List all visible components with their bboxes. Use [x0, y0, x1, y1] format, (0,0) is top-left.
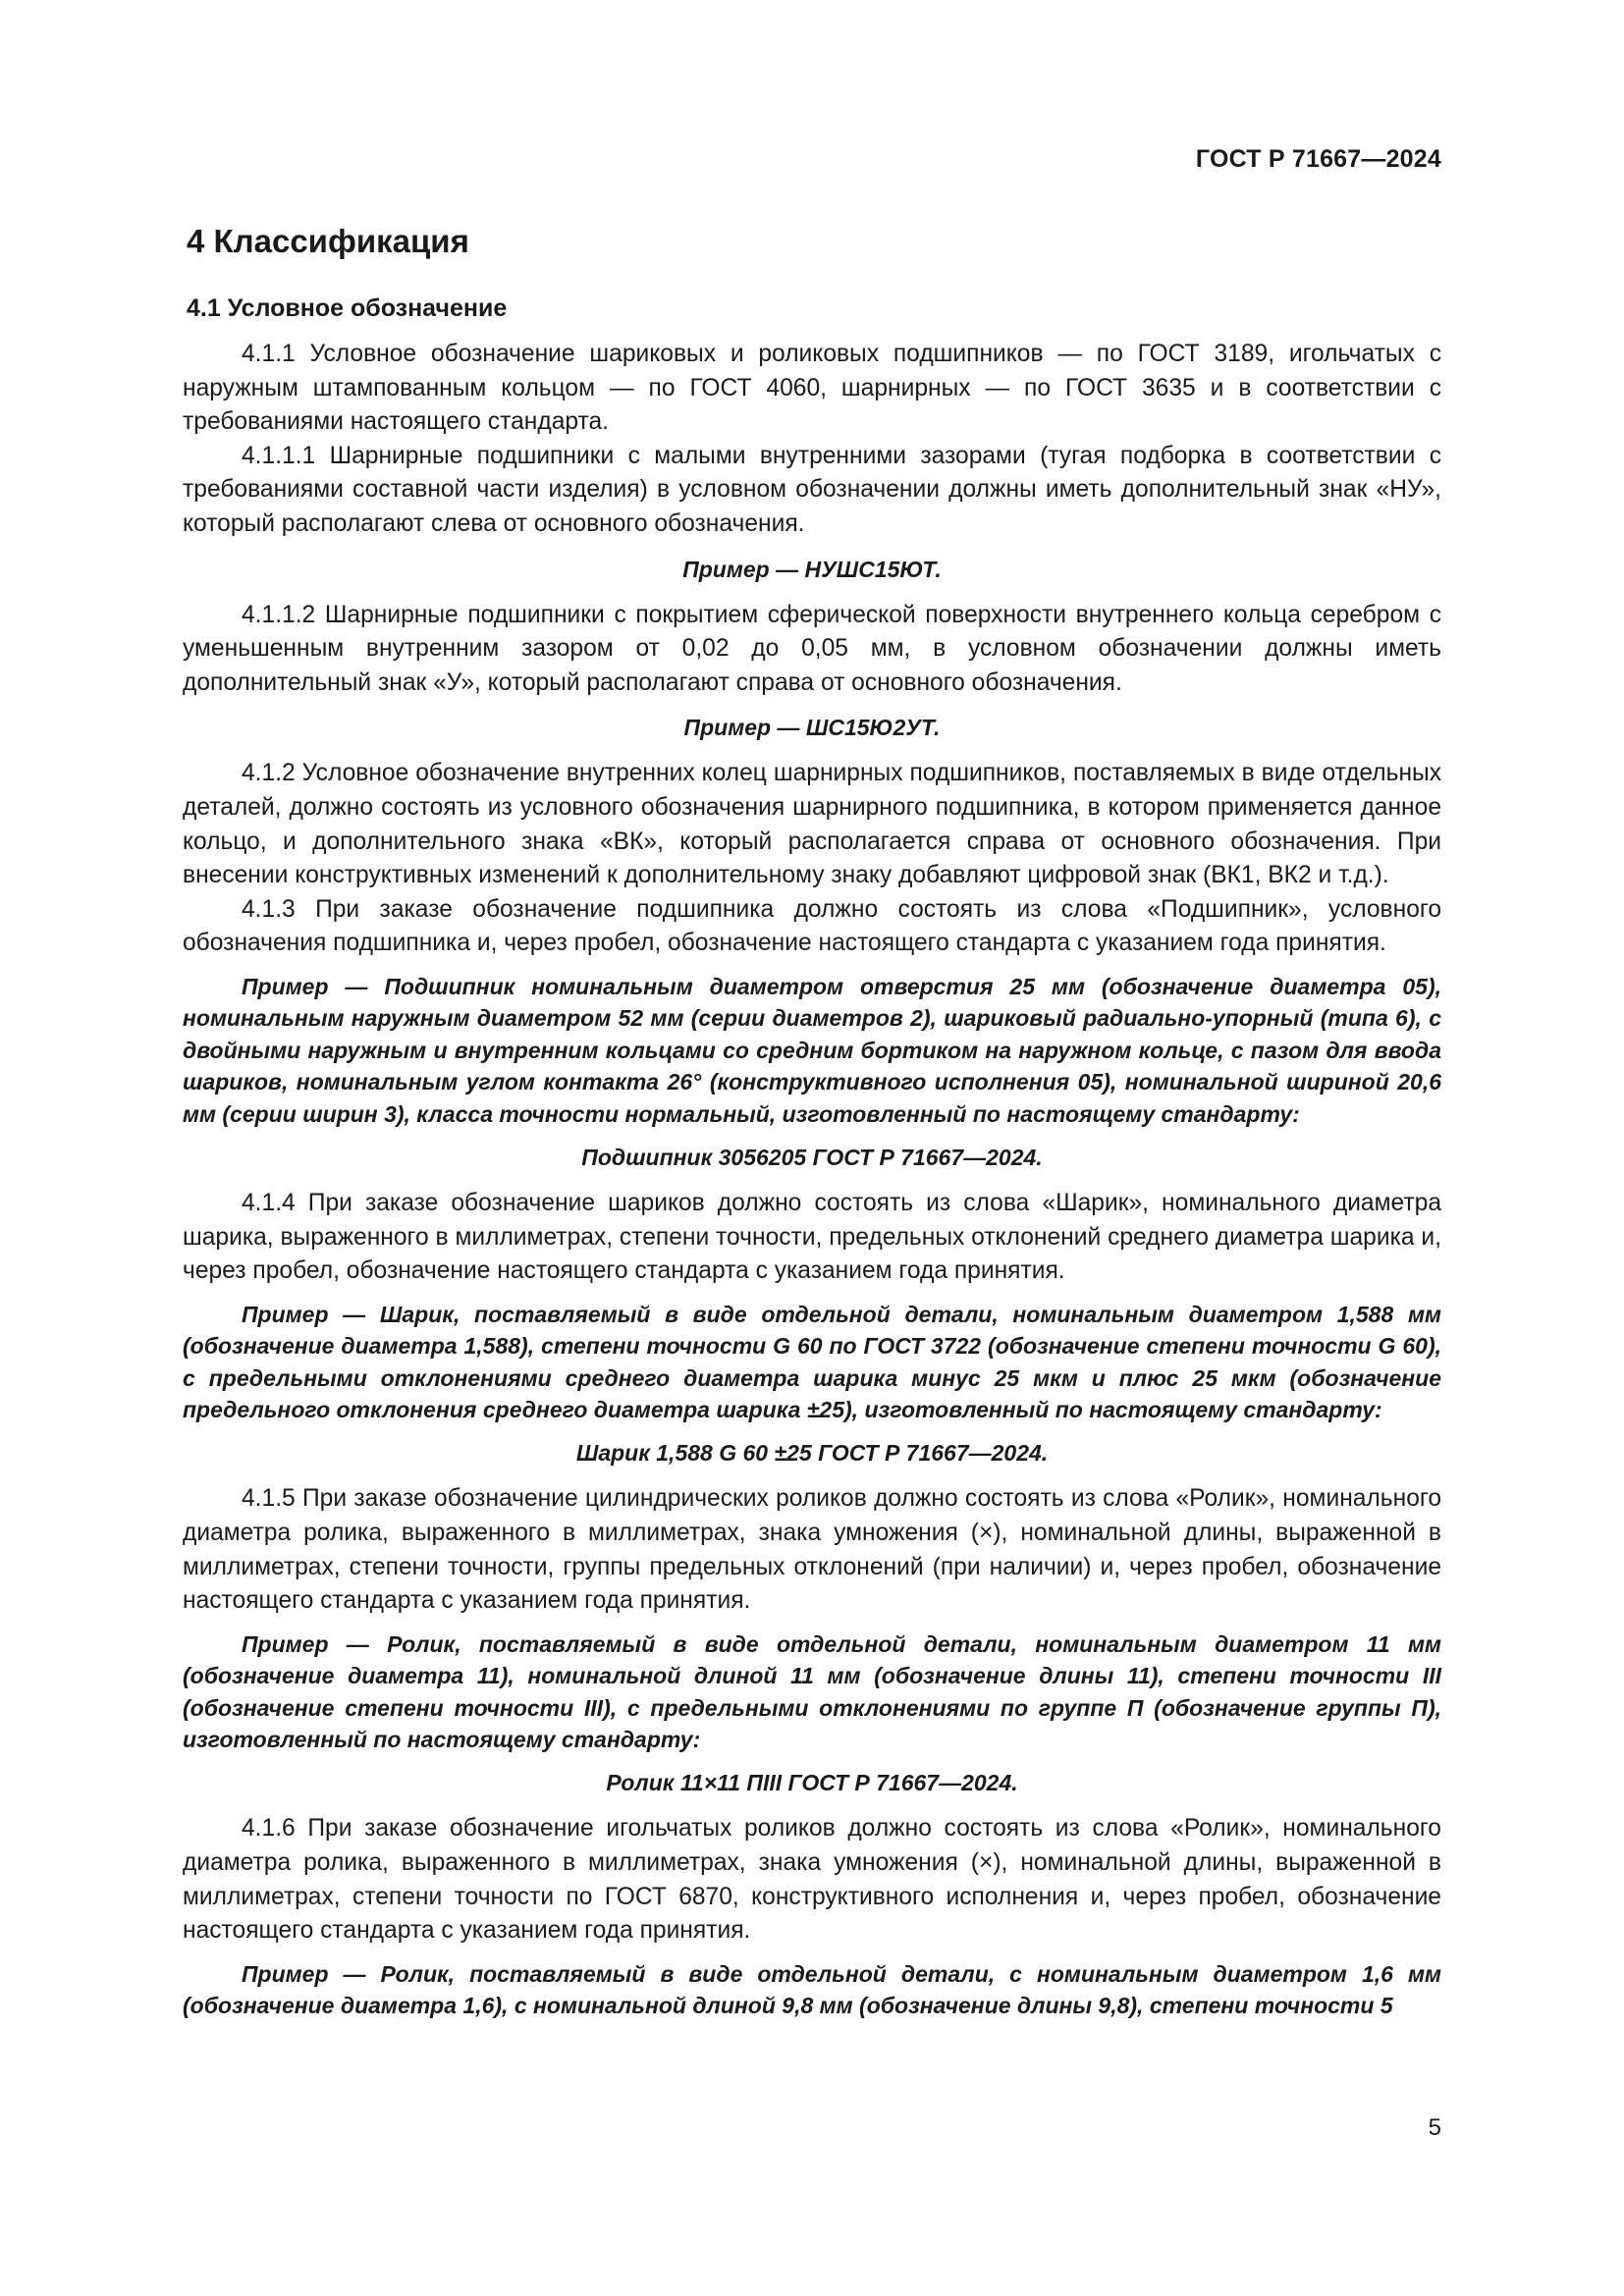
example-6-text: Пример — Ролик, поставляемый в виде отдельной детали, с номинальным диаметром 1,6 мм (обозначение диаметра 1,6), с номинальной длиной 9,8 мм (обозначение длины 9,8), степени точности 5	[183, 1960, 1441, 2019]
paragraph-4-1-6: 4.1.6 При заказе обозначение игольчатых роликов должно состоять из слова «Ролик», номинального диаметра ролика, выраженного в миллиметрах, знака умножения (×), номинальной длины, выраженной в миллиметрах, степени точности по ГОСТ 6870, конструктивного исполнения и, через пробел, обозначение настоящего стандарта с указанием года принятия.	[183, 1815, 1441, 1945]
example-4-designation: Шарик 1,588 G 60 ±25 ГОСТ Р 71667—2024.	[575, 1440, 1049, 1467]
paragraph-4-1-4: 4.1.4 При заказе обозначение шариков должно состоять из слова «Шарик», номинального диаметра шарика, выраженного в миллиметрах, степени точности, предельных отклонений среднего диаметра шарика и, через пробел, обозначение настоящего стандарта с указанием года принятия.	[183, 1189, 1441, 1285]
document-code-header: ГОСТ Р 71667—2024	[1195, 145, 1441, 173]
page-number: 5	[1428, 2114, 1441, 2141]
example-3-text: Пример — Подшипник номинальным диаметром отверстия 25 мм (обозначение диаметра 05), номинальным наружным диаметром 52 мм (серии диаметров 2), шариковый радиально-упорный (типа 6), с двойными наружным и внутренним кольцами со средним бортиком на наружном кольце, с пазом для ввода шариков, номинальным углом контакта 26° (конструктивного исполнения 05), номинальной шириной 20,6 мм (серии ширин 3), класса точности нормальный, изготовленный по настоящему стандарту:	[183, 973, 1441, 1127]
example-4-text: Пример — Шарик, поставляемый в виде отдельной детали, номинальным диаметром 1,588 мм (обозначение диаметра 1,588), степени точности G 60 по ГОСТ 3722 (обозначение степени точности G 60), с предельными отклонениями среднего диаметра шарика минус 25 мкм и плюс 25 мкм (обозначение предельного отклонения среднего диаметра шарика ±25), изготовленный по настоящему стандарту:	[183, 1301, 1441, 1422]
paragraph-4-1-3: 4.1.3 При заказе обозначение подшипника должно состоять из слова «Подшипник», условного обозначения подшипника и, через пробел, обозначение настоящего стандарта с указанием года принятия.	[183, 895, 1441, 957]
example-5-designation: Ролик 11×11 ПIII ГОСТ Р 71667—2024.	[606, 1770, 1018, 1796]
example-5-text: Пример — Ролик, поставляемый в виде отдельной детали, номинальным диаметром 11 мм (обозначение диаметра 11), номинальной длиной 11 мм (обозначение длины 11), степени точности III (обозначение степени точности III), с предельными отклонениями по группе П (обозначение группы П), изготовленный по настоящему стандарту:	[183, 1630, 1441, 1752]
paragraph-4-1-1-2: 4.1.1.2 Шарнирные подшипники с покрытием сферической поверхности внутреннего кольца серебром с уменьшенным внутренним зазором от 0,02 до 0,05 мм, в условном обозначении должны иметь дополнительный знак «У», который располагают справа от основного обозначения.	[183, 601, 1441, 696]
example-2: Пример — ШС15Ю2УТ.	[683, 715, 941, 741]
paragraph-4-1-5: 4.1.5 При заказе обозначение цилиндрических роликов должно состоять из слова «Ролик», номинального диаметра ролика, выраженного в миллиметрах, знака умножения (×), номинальной длины, выраженной в миллиметрах, степени точности, группы предельных отклонений (при наличии) и, через пробел, обозначение настоящего стандарта с указанием года принятия.	[183, 1485, 1441, 1615]
example-3-designation: Подшипник 3056205 ГОСТ Р 71667—2024.	[581, 1144, 1043, 1170]
paragraph-4-1-2: 4.1.2 Условное обозначение внутренних колец шарнирных подшипников, поставляемых в виде отдельных деталей, должно состоять из условного обозначения шарнирного подшипника, в котором применяется данное кольцо, и дополнительного знака «ВК», который располагается справа от основного обозначения. При внесении конструктивных изменений к дополнительному знаку добавляют цифровой знак (ВК1, ВК2 и т.д.).	[183, 760, 1441, 889]
paragraph-4-1-1-1: 4.1.1.1 Шарнирные подшипники с малыми внутренними зазорами (тугая подборка в соответствии с требованиями составной части изделия) в условном обозначении должны иметь дополнительный знак «НУ», который располагают слева от основного обозначения.	[183, 442, 1441, 537]
paragraph-4-1-1: 4.1.1 Условное обозначение шариковых и роликовых подшипников — по ГОСТ 3189, игольчатых с наружным штампованным кольцом — по ГОСТ 4060, шарнирных — по ГОСТ 3635 и в соответствии с требованиями настоящего стандарта.	[183, 341, 1441, 436]
subsection-title: 4.1 Условное обозначение	[187, 294, 508, 322]
document-body	[183, 218, 1441, 2034]
section-title: 4 Классификация	[187, 223, 469, 259]
example-1: Пример — НУШС15ЮТ.	[682, 556, 942, 582]
